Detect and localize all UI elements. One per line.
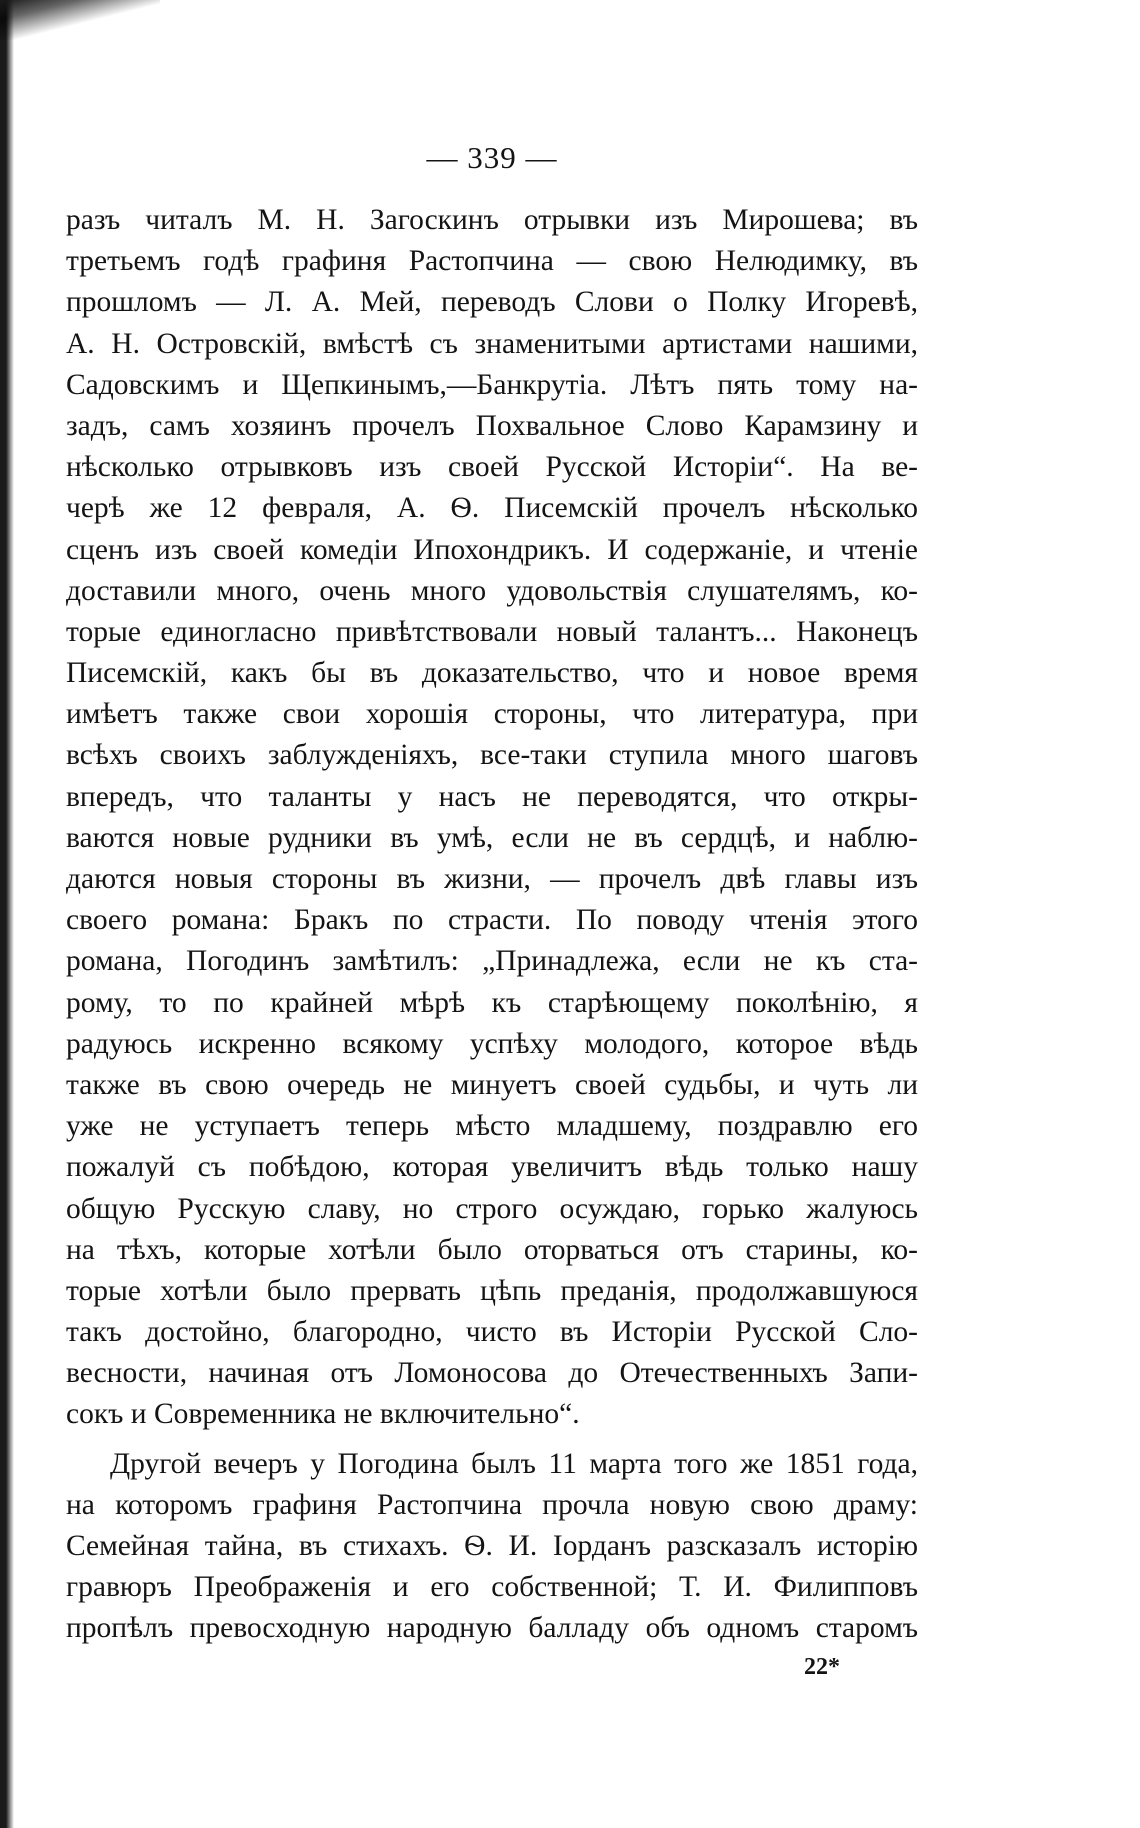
paragraph-1	[66, 200, 918, 1436]
text-line: Семейная тайна, въ стихахъ. Ѳ. И. Іорданъ разсказалъ исторію	[66, 1530, 918, 1562]
signature-mark: 22*	[804, 1653, 840, 1680]
paragraph-gap	[66, 1436, 918, 1444]
text-line: торые хотѣли было прервать цѣпь преданія, продолжавшуюся	[66, 1274, 918, 1307]
text-line: на тѣхъ, которые хотѣли было оторваться отъ старины, ко-	[66, 1233, 918, 1266]
text-line: разъ читалъ М. Н. Загоскинъ отрывки изъ Мирошева; въ	[66, 204, 918, 236]
text-line: имѣетъ также свои хорошія стороны, что литература, при	[66, 698, 918, 731]
text-line: общую Русскую славу, но строго осуждаю, горько жалуюсь	[66, 1192, 918, 1225]
text-line: сокъ и Современника не включительно“.	[66, 1398, 580, 1431]
text-line: пропѣлъ превосходную народную балладу объ одномъ старомъ	[66, 1612, 918, 1645]
text-line: прошломъ — Л. А. Мей, переводъ Слови о Полку Игоревѣ,	[66, 286, 918, 319]
scan-top-corner	[0, 0, 160, 40]
text-line: Писемскій, какъ бы въ доказательство, что и новое время	[66, 657, 918, 690]
text-line: Садовскимъ и Щепкинымъ,—Банкрутіа. Лѣтъ пять тому на-	[66, 368, 918, 401]
text-line: весности, начиная отъ Ломоносова до Отечественныхъ Запи-	[66, 1357, 918, 1390]
book-page	[66, 140, 918, 1681]
text-line: уже не уступаетъ теперь мѣсто младшему, поздравлю его	[66, 1110, 918, 1143]
text-line: также въ свою очередь не минуетъ своей судьбы, и чуть ли	[66, 1068, 918, 1101]
text-line: всѣхъ своихъ заблужденіяхъ, все-таки ступила много шаговъ	[66, 739, 918, 772]
text-line: радуюсь искренно всякому успѣху молодого, которое вѣдь	[66, 1027, 918, 1060]
text-line: своего романа: Бракъ по страсти. По поводу чтенія этого	[66, 904, 918, 937]
text-line: нѣсколько отрывковъ изъ своей Русской Исторіи“. На ве-	[66, 451, 918, 484]
text-line: торые единогласно привѣтствовали новый талантъ... Наконецъ	[66, 615, 918, 648]
text-line: черѣ же 12 февраля, А. Ѳ. Писемскій прочелъ нѣсколько	[66, 492, 918, 525]
text-line: гравюръ Преображенія и его собственной; Т. И. Филипповъ	[66, 1571, 918, 1604]
text-line: доставили много, очень много удовольствія слушателямъ, ко-	[66, 574, 918, 607]
paragraph-2	[66, 1444, 918, 1650]
text-line: сценъ изъ своей комедіи Ипохондрикъ. И содержаніе, и чтеніе	[66, 533, 918, 566]
main-text	[66, 200, 918, 1650]
text-line: даются новыя стороны въ жизни, — прочелъ двѣ главы изъ	[66, 863, 918, 895]
text-line: третьемъ годѣ графиня Растопчина — свою Нелюдимку, въ	[66, 245, 918, 278]
text-line: романа, Погодинъ замѣтилъ: „Принадлежа, если не къ ста-	[66, 945, 918, 978]
text-line: задъ, самъ хозяинъ прочелъ Похвальное Слово Карамзину и	[66, 409, 918, 442]
text-line: пожалуй съ побѣдою, которая увеличитъ вѣдь только нашу	[66, 1151, 918, 1184]
text-line: ваются новые рудники въ умѣ, если не въ сердцѣ, и наблю-	[66, 821, 918, 854]
text-line: такъ достойно, благородно, чисто въ Исторіи Русской Сло-	[66, 1316, 918, 1349]
scan-left-edge	[0, 0, 14, 1828]
text-line: А. Н. Островскій, вмѣстѣ съ знаменитыми артистами нашими,	[66, 327, 918, 360]
text-line: на которомъ графиня Растопчина прочла новую свою драму:	[66, 1488, 918, 1521]
text-line: рому, то по крайней мѣрѣ къ старѣющему поколѣнію, я	[66, 986, 918, 1019]
text-line: Другой вечеръ у Погодина былъ 11 марта того же 1851 года,	[110, 1447, 918, 1480]
page-number: — 339 —	[426, 140, 558, 175]
text-line: впередъ, что таланты у насъ не переводятся, что откры-	[66, 780, 918, 813]
